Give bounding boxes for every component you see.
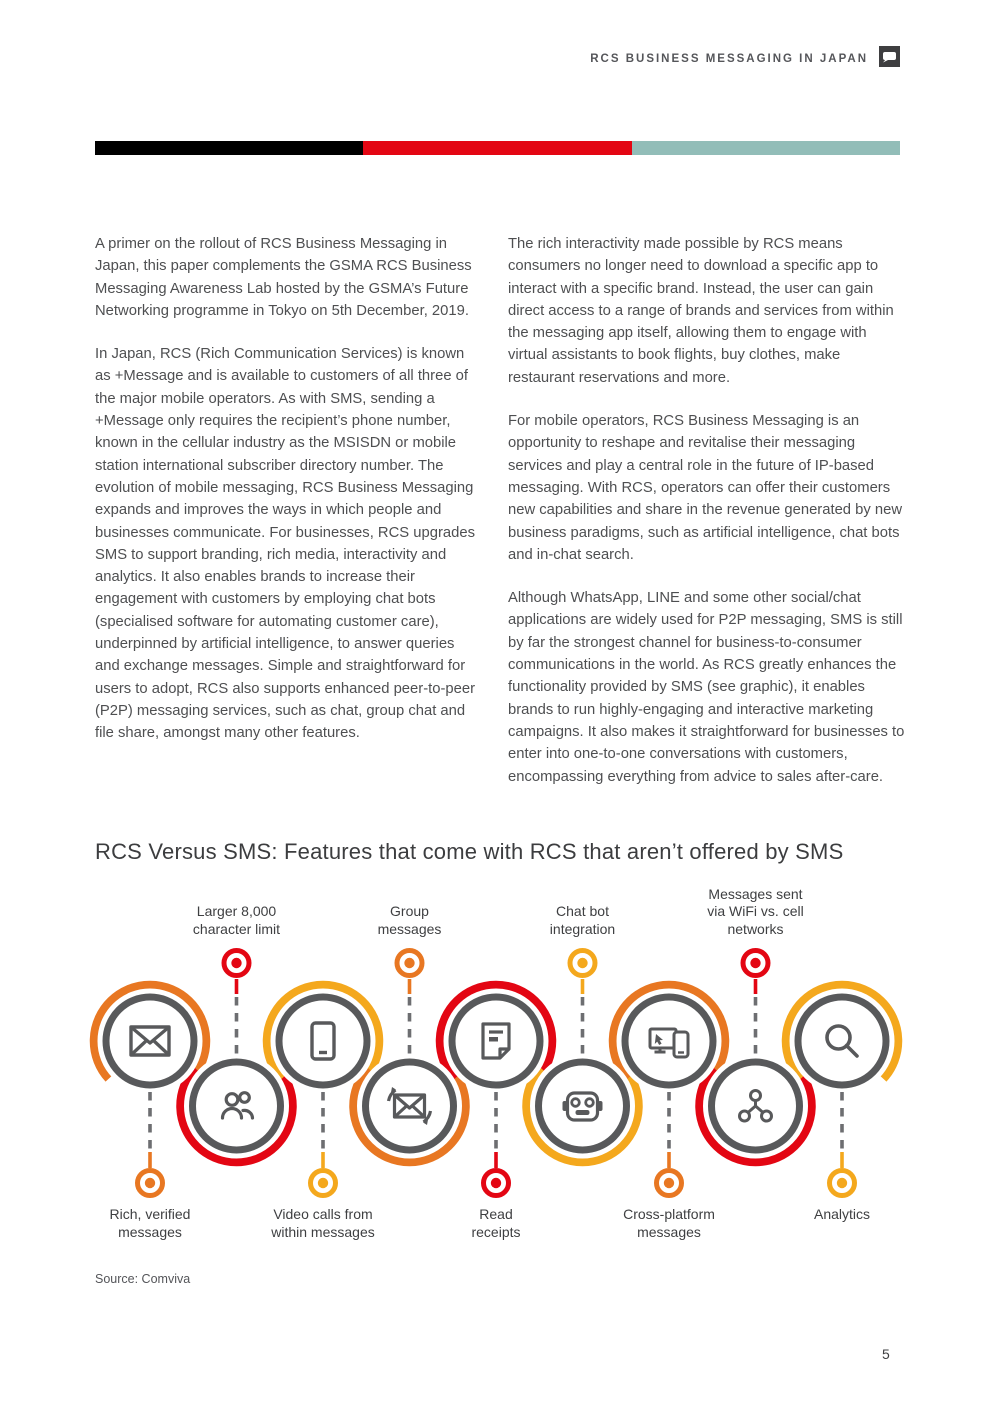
feature-endpoint-rich-verified-messages	[138, 1171, 163, 1196]
feature-label-chat-bot-integration	[498, 903, 668, 938]
feature-label-line: Chat bot	[556, 903, 609, 919]
feature-label-line: messages	[118, 1223, 182, 1240]
feature-label-cross-platform-messages	[584, 1206, 754, 1241]
feature-endpoint-cross-platform-messages	[657, 1171, 682, 1196]
feature-circle-video-calls	[279, 997, 367, 1085]
feature-label-line: integration	[549, 920, 616, 937]
feature-label-line: via WiFi vs. cell	[707, 903, 804, 919]
header-title: RCS BUSINESS MESSAGING IN JAPAN	[590, 53, 868, 65]
feature-label-line: messages	[637, 1223, 701, 1240]
feature-circle-cross-platform-messages	[625, 997, 713, 1085]
page-number: 5	[882, 1346, 890, 1362]
feature-label-read-receipts	[411, 1206, 581, 1241]
feature-label-line: networks	[727, 920, 784, 937]
figure-title: RCS Versus SMS: Features that come with RCS that aren’t offered by SMS	[95, 839, 844, 864]
feature-label-rich-verified-messages	[65, 1206, 235, 1241]
paragraph: In Japan, RCS (Rich Communication Services) is known as +Message and is available to customers of all three of the major mobile operators. As with SMS, sending a +Message only requires the recipient’s phone number, known in the cellular industry as the MSISDN or mobile station international subscriber directory number. The evolution of mobile messaging, RCS Business Messaging expands and improves the ways in which people and businesses communicate. For businesses, RCS upgrades SMS to support branding, rich media, interactivity and analytics. It also enables brands to increase their engagement with customers by employing chat bots (specialised software for automating customer care), underpinned by artificial intelligence, to answer queries and exchange messages. Simple and straightforward for users to adopt, RCS also supports enhanced peer-to-peer (P2P) messaging services, such as chat, group chat and file share, amongst many other features.	[95, 346, 476, 742]
feature-endpoint-larger-character-limit	[224, 951, 249, 976]
feature-circle-chat-bot-integration	[539, 1062, 627, 1150]
feature-label-line: Video calls from	[273, 1206, 373, 1222]
paragraph: The rich interactivity made possible by RCS means consumers no longer need to download a specific app to interact with a specific brand. Instead, the user can gain direct access to a range of brands and services from within the messaging app itself, allowing them to engage with virtual assistants to book flights, buy clothes, make restaurant reservations and more.	[508, 236, 894, 386]
feature-label-line: Larger 8,000	[196, 903, 277, 919]
feature-endpoint-read-receipts	[484, 1171, 509, 1196]
feature-label-group-messages	[325, 903, 495, 938]
feature-label-line: Analytics	[813, 1206, 871, 1222]
feature-circle-read-receipts	[452, 997, 540, 1085]
paragraph: For mobile operators, RCS Business Messaging is an opportunity to reshape and revitalise their messaging services and play a central role in the future of IP-based messaging. With RCS, operators can offer their customers new capabilities and share in the revenue generated by new business paradigms, such as artificial intelligence, chat bots and in-chat search.	[508, 413, 903, 563]
feature-label-line: within messages	[271, 1223, 375, 1240]
feature-endpoint-analytics	[830, 1171, 855, 1196]
feature-label-line: Messages sent	[708, 885, 803, 902]
feature-label-line: Cross-platform	[623, 1206, 715, 1222]
feature-endpoint-group-messages	[397, 951, 422, 976]
feature-circle-larger-character-limit	[193, 1062, 281, 1150]
feature-label-line: Group	[390, 903, 429, 919]
feature-label-line: Rich, verified	[109, 1206, 191, 1222]
feature-label-larger-character-limit	[152, 903, 322, 938]
feature-label-line: messages	[377, 920, 442, 937]
feature-circle-analytics	[798, 997, 886, 1085]
feature-endpoint-chat-bot-integration	[570, 951, 595, 976]
feature-circle-wifi-vs-cell-networks	[712, 1062, 800, 1150]
paragraph: A primer on the rollout of RCS Business Messaging in Japan, this paper complements the GSMA RCS Business Messaging Awareness Lab hosted by the GSMA’s Future Networking programme in Tokyo on 5th December, 2019.	[95, 236, 472, 319]
feature-label-wifi-vs-cell-networks	[671, 886, 841, 939]
feature-label-line: character limit	[192, 920, 281, 937]
feature-endpoint-wifi-vs-cell-networks	[743, 951, 768, 976]
feature-label-analytics	[757, 1206, 927, 1224]
feature-label-line: Read	[479, 1206, 513, 1222]
feature-endpoint-video-calls	[311, 1171, 336, 1196]
feature-circle-group-messages	[366, 1062, 454, 1150]
feature-circle-rich-verified-messages	[106, 997, 194, 1085]
source-note: Source: Comviva	[95, 1272, 191, 1286]
feature-label-video-calls	[238, 1206, 408, 1241]
feature-label-line: receipts	[471, 1223, 521, 1240]
paragraph: Although WhatsApp, LINE and some other social/chat applications are widely used for P2P messaging, SMS is still by far the strongest channel for business-to-consumer communications in the world. As RCS greatly enhances the functionality provided by SMS (see graphic), it enables brands to run highly-engaging and interactive marketing campaigns. It also makes it straightforward for businesses to enter into one-to-one conversations with customers, encompassing everything from advice to sales after-care.	[508, 590, 905, 785]
